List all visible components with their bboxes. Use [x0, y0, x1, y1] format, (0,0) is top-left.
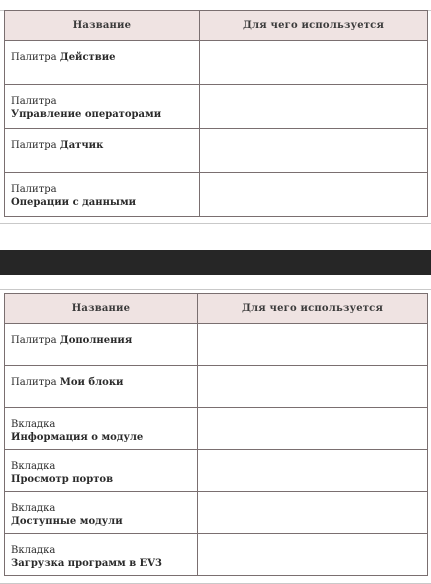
item-name: Просмотр портов: [11, 474, 114, 485]
item-prefix: Палитра: [11, 52, 57, 63]
table-row: [5, 85, 428, 129]
table-row: [5, 129, 428, 173]
item-name: Управление операторами: [11, 109, 162, 120]
table-row: [5, 450, 428, 492]
item-prefix: Палитра: [11, 377, 57, 388]
item-prefix: Палитра: [11, 335, 57, 346]
item-prefix: Палитра: [11, 96, 57, 107]
dark-separator-band: [0, 250, 431, 275]
purpose-cell[interactable]: [198, 324, 428, 366]
table-row: [5, 173, 428, 217]
table-row: [5, 366, 428, 408]
name-cell: [5, 366, 198, 408]
table-row: [5, 41, 428, 85]
table-1: [4, 10, 428, 217]
purpose-cell[interactable]: [200, 85, 428, 129]
purpose-cell[interactable]: [200, 129, 428, 173]
header-purpose: Для чего используется: [198, 294, 428, 324]
purpose-cell[interactable]: [198, 492, 428, 534]
palette-table-1: [4, 10, 428, 217]
name-cell: [5, 173, 200, 217]
table-row: [5, 324, 428, 366]
header-name: Название: [5, 294, 198, 324]
table-header-row: [5, 11, 428, 41]
item-name: Действие: [59, 52, 116, 63]
item-name: Доступные модули: [11, 516, 123, 527]
table-2: [4, 293, 428, 576]
name-cell: [5, 534, 198, 576]
table-row: [5, 408, 428, 450]
item-name: Операции с данными: [11, 197, 137, 208]
header-purpose: Для чего используется: [200, 11, 428, 41]
name-cell: [5, 450, 198, 492]
purpose-cell[interactable]: [198, 366, 428, 408]
purpose-cell[interactable]: [198, 450, 428, 492]
name-cell: [5, 129, 200, 173]
item-prefix: Вкладка: [11, 545, 56, 556]
purpose-cell[interactable]: [200, 41, 428, 85]
name-cell: [5, 492, 198, 534]
palette-table-2: [4, 293, 428, 576]
item-name: Информация о модуле: [11, 432, 144, 443]
name-cell: [5, 324, 198, 366]
table-header-row: [5, 294, 428, 324]
item-prefix: Палитра: [11, 140, 57, 151]
top-rule-2: [0, 289, 431, 290]
item-prefix: Палитра: [11, 184, 57, 195]
header-name: Название: [5, 11, 200, 41]
table-row: [5, 492, 428, 534]
name-cell: [5, 408, 198, 450]
item-prefix: Вкладка: [11, 461, 56, 472]
item-prefix: Вкладка: [11, 419, 56, 430]
item-name: Загрузка программ в EV3: [11, 558, 162, 569]
item-name: Дополнения: [59, 335, 133, 346]
purpose-cell[interactable]: [200, 173, 428, 217]
purpose-cell[interactable]: [198, 408, 428, 450]
item-prefix: Вкладка: [11, 503, 56, 514]
table-row: [5, 534, 428, 576]
item-name: Мои блоки: [59, 377, 124, 388]
item-name: Датчик: [59, 140, 104, 151]
bottom-rule-1: [0, 223, 431, 224]
name-cell: [5, 41, 200, 85]
purpose-cell[interactable]: [198, 534, 428, 576]
name-cell: [5, 85, 200, 129]
